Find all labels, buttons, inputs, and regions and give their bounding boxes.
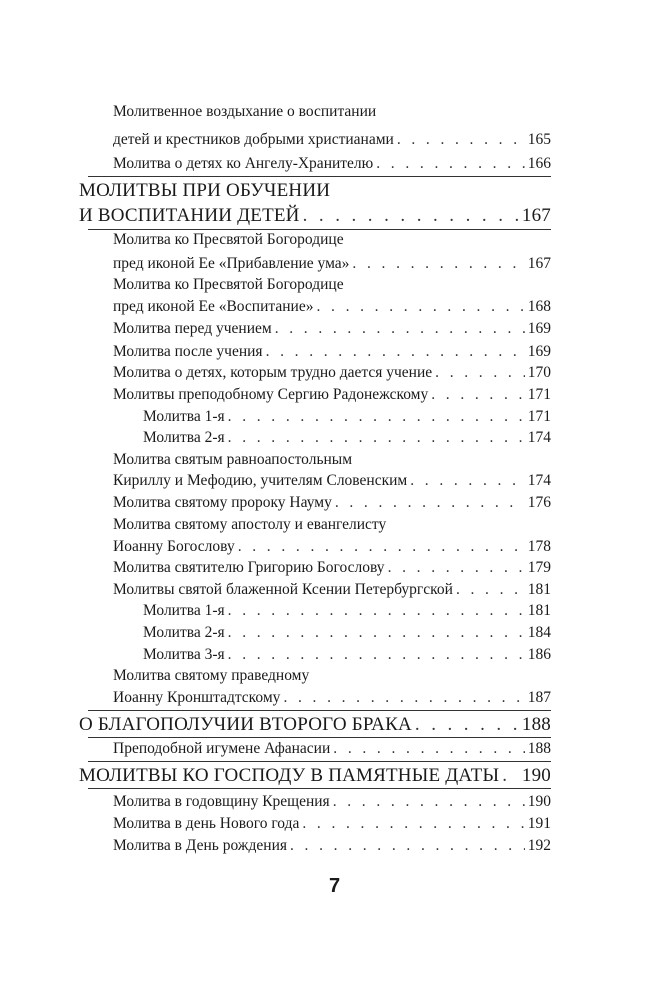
- toc-section-heading: [79, 765, 551, 787]
- toc-entry-title: Молитва святителю Григорию Богослову: [113, 559, 385, 576]
- toc-entry-title: Молитва ко Пресвятой Богородице: [113, 276, 344, 293]
- toc-entry: [113, 255, 551, 273]
- toc-entry: [113, 538, 551, 556]
- leader-dots: [228, 408, 525, 426]
- toc-section-title: О БЛАГОПОЛУЧИИ ВТОРОГО БРАКА: [79, 714, 412, 735]
- section-divider: [88, 761, 551, 762]
- leader-dots: [397, 131, 525, 149]
- toc-subentry: [143, 624, 551, 642]
- leader-dots: [228, 646, 525, 664]
- toc-subentry: [143, 646, 551, 664]
- toc-entry-page: 169: [527, 320, 551, 337]
- toc-section-heading: [79, 714, 551, 736]
- leader-dots: [228, 429, 525, 447]
- toc-entry-title: Молитва святому апостолу и евангелисту: [113, 516, 387, 533]
- toc-entry: [113, 364, 551, 382]
- toc-section-title: МОЛИТВЫ ПРИ ОБУЧЕНИИ: [79, 180, 331, 201]
- toc-entry-title: Молитва ко Пресвятой Богородице: [113, 231, 344, 248]
- toc-entry: [113, 581, 551, 599]
- toc-entry-page: 165: [527, 131, 551, 148]
- toc-entry-page: 171: [527, 386, 551, 403]
- toc-entry-page: 190: [527, 793, 551, 810]
- leader-dots: [415, 714, 519, 736]
- toc-section-heading: [79, 205, 551, 227]
- leader-dots: [228, 602, 525, 620]
- toc-entry-title: Молитва после учения: [113, 343, 263, 360]
- toc-entry-page: 192: [527, 837, 551, 854]
- toc-entry: [113, 155, 551, 173]
- toc-entry-title: Иоанну Кронштадтскому: [113, 689, 281, 706]
- leader-dots: [238, 538, 525, 556]
- toc-entry-title: детей и крестников добрыми христианами: [113, 131, 394, 148]
- leader-dots: [290, 837, 525, 855]
- leader-dots: [275, 320, 525, 338]
- toc-entry-page: 179: [527, 559, 551, 576]
- toc-entry-page: 167: [527, 255, 551, 272]
- toc-section-title: И ВОСПИТАНИИ ДЕТЕЙ: [79, 205, 300, 226]
- toc-entry-title: Молитва святому пророку Науму: [113, 494, 332, 511]
- toc-entry: [113, 494, 551, 512]
- toc-subentry: [143, 602, 551, 620]
- leader-dots: [333, 793, 525, 811]
- toc-entry-title: Молитва в день Нового года: [113, 815, 300, 832]
- toc-entry-page: 191: [527, 815, 551, 832]
- toc-section-heading: [79, 180, 551, 202]
- leader-dots: [333, 740, 524, 758]
- toc-entry-page: 166: [527, 155, 551, 172]
- toc-entry: [113, 740, 551, 758]
- toc-entry: [113, 131, 551, 149]
- toc-section-page: 167: [521, 205, 551, 226]
- toc-entry-page: 178: [527, 538, 551, 555]
- toc-entry-title: пред иконой Ее «Воспитание»: [113, 298, 314, 315]
- toc-entry-page: 181: [527, 602, 551, 619]
- toc-entry-title: Молитва 2-я: [143, 624, 225, 641]
- toc-entry-title: Молитва святым равноапостольным: [113, 451, 353, 468]
- leader-dots: [352, 255, 524, 273]
- toc-entry-page: 171: [527, 408, 551, 425]
- toc-entry-title: Молитва 3-я: [143, 646, 225, 663]
- toc-entry-title: Молитва святому праведному: [113, 667, 310, 684]
- toc-entry: [113, 103, 551, 121]
- toc-entry-page: 176: [527, 494, 551, 511]
- toc-entry-page: 181: [527, 581, 551, 598]
- toc-entry: [113, 320, 551, 338]
- page-number: 7: [328, 875, 341, 897]
- toc-subentry: [143, 408, 551, 426]
- toc-entry: [113, 386, 551, 404]
- leader-dots: [283, 689, 524, 707]
- toc-entry-title: Молитвы преподобному Сергию Радонежскому: [113, 386, 429, 403]
- leader-dots: [316, 298, 524, 316]
- toc-entry: [113, 793, 551, 811]
- toc-entry-title: Молитва в годовщину Крещения: [113, 793, 330, 810]
- toc-entry: [113, 231, 551, 249]
- toc-entry-title: Молитвенное воздыхание о воспитании: [113, 103, 377, 120]
- toc-entry: [113, 689, 551, 707]
- section-divider: [88, 176, 551, 177]
- leader-dots: [431, 386, 525, 404]
- leader-dots: [435, 364, 525, 382]
- section-divider: [88, 229, 551, 230]
- toc-section-page: 188: [521, 714, 551, 735]
- leader-dots: [456, 581, 525, 599]
- toc-entry: [113, 559, 551, 577]
- toc-entry-title: Молитвы святой блаженной Ксении Петербургской: [113, 581, 453, 598]
- toc-entry-page: 187: [527, 689, 551, 706]
- leader-dots: [228, 624, 525, 642]
- section-divider: [88, 737, 551, 738]
- toc-entry: [113, 343, 551, 361]
- toc-entry-page: 184: [527, 624, 551, 641]
- toc-entry: [113, 815, 551, 833]
- leader-dots: [388, 559, 525, 577]
- toc-entry-title: Кириллу и Мефодию, учителям Словенским: [113, 472, 408, 489]
- leader-dots: [376, 155, 525, 173]
- toc-entry-title: Иоанну Богослову: [113, 538, 235, 555]
- leader-dots: [303, 205, 519, 227]
- toc-entry-page: 174: [527, 429, 551, 446]
- toc-section-title: МОЛИТВЫ КО ГОСПОДУ В ПАМЯТНЫЕ ДАТЫ: [79, 765, 500, 786]
- toc-entry-title: Молитва 2-я: [143, 429, 225, 446]
- toc-entry-title: Преподобной игумене Афанасии: [113, 740, 331, 757]
- toc-entry-title: Молитва перед учением: [113, 320, 272, 337]
- toc-section-page: 190: [521, 765, 551, 786]
- leader-dots: [302, 815, 524, 833]
- toc-entry: [113, 451, 551, 469]
- toc-entry-page: 168: [527, 298, 551, 315]
- toc-entry-title: Молитва 1-я: [143, 408, 225, 425]
- section-divider: [88, 710, 551, 711]
- toc-entry-page: 188: [527, 740, 551, 757]
- toc-entry-title: Молитва о детях ко Ангелу-Хранителю: [113, 155, 374, 172]
- leader-dots: [410, 472, 525, 490]
- toc-entry: [113, 516, 551, 534]
- toc-entry: [113, 837, 551, 855]
- toc-entry: [113, 276, 551, 294]
- toc-entry-page: 169: [527, 343, 551, 360]
- toc-entry-title: Молитва о детях, которым трудно дается учение: [113, 364, 433, 381]
- leader-dots: [502, 765, 519, 787]
- toc-entry-page: 174: [527, 472, 551, 489]
- toc-entry: [113, 472, 551, 490]
- toc-entry-page: 170: [527, 364, 551, 381]
- toc-entry-title: Молитва 1-я: [143, 602, 225, 619]
- leader-dots: [335, 494, 525, 512]
- toc-entry-page: 186: [527, 646, 551, 663]
- toc-entry-title: Молитва в День рождения: [113, 837, 287, 854]
- toc-entry-title: пред иконой Ее «Прибавление ума»: [113, 255, 350, 272]
- toc-subentry: [143, 429, 551, 447]
- section-divider: [88, 788, 551, 789]
- leader-dots: [266, 343, 525, 361]
- toc-entry: [113, 298, 551, 316]
- toc-entry: [113, 667, 551, 685]
